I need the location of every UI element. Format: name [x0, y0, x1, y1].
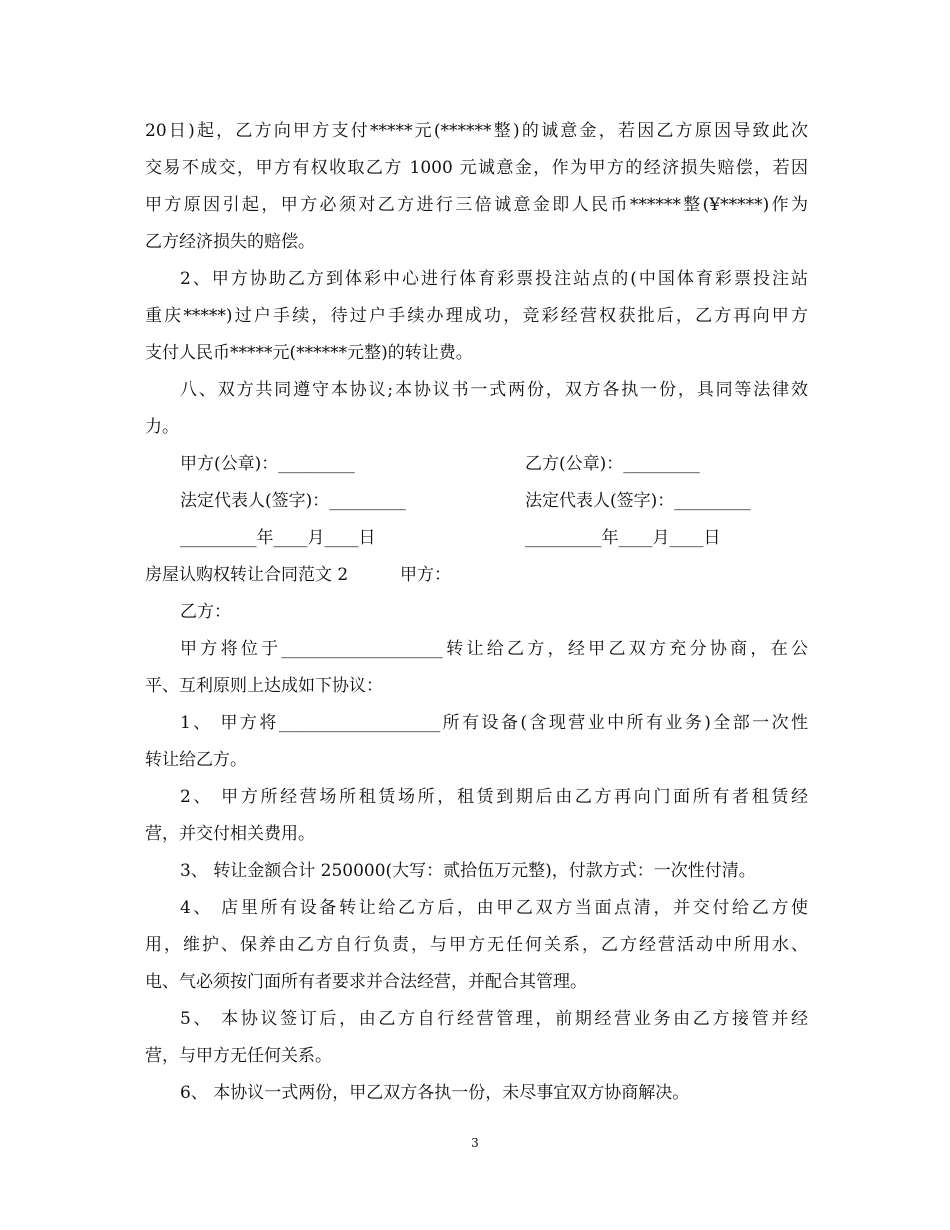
paragraph-line: 6、 本协议一式两份，甲乙双方各执一份，未尽事宜双方协商解决。: [180, 1083, 690, 1103]
paragraph-line: 平、互利原则上达成如下协议：: [145, 676, 383, 696]
paragraph-line: 用，维护、保养由乙方自行负责，与甲方无任何关系，乙方经营活动中所用水、: [145, 935, 808, 955]
party-b-seal-field: 乙方(公章)：_________: [525, 454, 700, 474]
paragraph-line: 3、 转让金额合计 250000(大写：贰拾伍万元整)，付款方式：一次性付清。: [180, 861, 756, 881]
paragraph-line: 交易不成交，甲方有权收取乙方 1000 元诚意金，作为甲方的经济损失赔偿，若因: [145, 158, 808, 178]
paragraph-line: 甲方原因引起，甲方必须对乙方进行三倍诚意金即人民币******整(¥*****)作为: [145, 195, 808, 215]
party-b-date-field: _________年____月____日: [525, 528, 721, 548]
section-title: 房屋认购权转让合同范文 2: [145, 565, 349, 585]
page-number: 3: [471, 1136, 479, 1150]
paragraph-line: 重庆*****)过户手续，待过户手续办理成功，竞彩经营权获批后，乙方再向甲方: [145, 306, 808, 326]
paragraph-line: 转让给乙方。: [145, 750, 247, 770]
paragraph-line: 2、 甲方所经营场所租赁场所，租赁到期后由乙方再向门面所有者租赁经: [180, 787, 808, 807]
paragraph-line: 力。: [145, 417, 179, 437]
paragraph-line: 2、甲方协助乙方到体彩中心进行体育彩票投注站点的(中国体育彩票投注站: [180, 269, 808, 289]
paragraph-line: 乙方经济损失的赔偿。: [145, 232, 315, 252]
party-b-representative-field: 法定代表人(签字)：_________: [525, 491, 751, 511]
party-a-representative-field: 法定代表人(签字)：_________: [180, 491, 406, 511]
paragraph-line: 八、双方共同遵守本协议;本协议书一式两份，双方各执一份，具同等法律效: [180, 380, 808, 400]
party-b-label: 乙方：: [180, 602, 231, 622]
paragraph-line: 营，并交付相关费用。: [145, 824, 315, 844]
paragraph-line: 1、 甲方将___________________所有设备(含现营业中所有业务)全部一次性: [180, 713, 808, 733]
party-a-seal-field: 甲方(公章)：_________: [180, 454, 355, 474]
paragraph-line: 20日)起，乙方向甲方支付*****元(******整)的诚意金，若因乙方原因导致此次: [145, 121, 808, 141]
paragraph-line: 4、 店里所有设备转让给乙方后，由甲乙双方当面点清，并交付给乙方使: [180, 898, 808, 918]
paragraph-line: 5、 本协议签订后，由乙方自行经营管理，前期经营业务由乙方接管并经: [180, 1009, 808, 1029]
paragraph-line: 甲方将位于___________________转让给乙方，经甲乙双方充分协商，在公: [180, 639, 808, 659]
paragraph-line: 支付人民币*****元(******元整)的转让费。: [145, 343, 473, 363]
party-a-label: 甲方：: [400, 565, 451, 585]
paragraph-line: 电、气必须按门面所有者要求并合法经营，并配合其管理。: [145, 972, 587, 992]
paragraph-line: 营，与甲方无任何关系。: [145, 1046, 332, 1066]
party-a-date-field: _________年____月____日: [180, 528, 376, 548]
